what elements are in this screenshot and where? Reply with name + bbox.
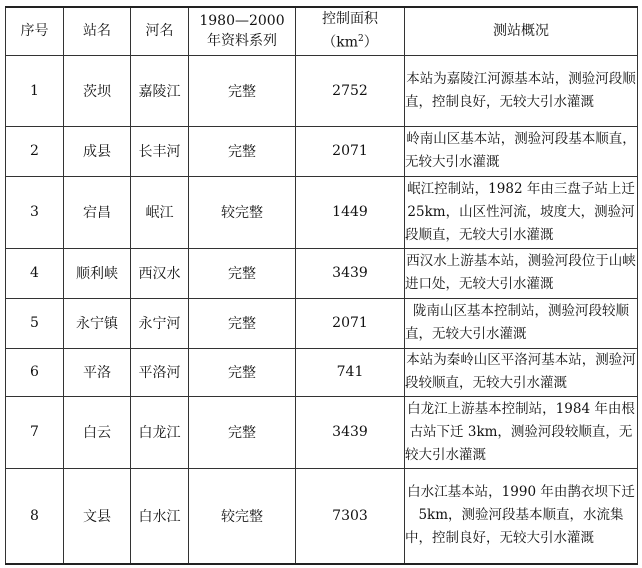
cell-series: 较完整: [189, 468, 296, 564]
header-area-unit: [296, 29, 404, 53]
cell-overview: 岭南山区基本站，测验河段基本顺直，无较大引水灌溉: [405, 126, 638, 176]
cell-station: 平洛: [64, 348, 131, 396]
cell-river: 西汉水: [131, 248, 189, 298]
cell-station: 白云: [64, 396, 131, 468]
cell-area: 3439: [296, 396, 405, 468]
cell-river: 平洛河: [131, 348, 189, 396]
table-row: [6, 55, 638, 126]
header-data-series: [189, 7, 296, 55]
cell-series: 完整: [189, 348, 296, 396]
cell-area: 741: [296, 348, 405, 396]
header-river: 河名: [131, 7, 189, 55]
cell-river: 岷江: [131, 176, 189, 248]
cell-index: 5: [6, 298, 64, 348]
cell-area: 2071: [296, 126, 405, 176]
table-row: [6, 298, 638, 348]
cell-overview: 白龙江上游基本控制站，1984 年由根古站下迁 3km，测验河段较顺直，无较大引水灌溉: [405, 396, 638, 468]
table-row: [6, 348, 638, 396]
table-row: [6, 396, 638, 468]
cell-series: 完整: [189, 298, 296, 348]
header-area-unit-sup: 2: [358, 34, 364, 45]
cell-station: 成县: [64, 126, 131, 176]
hydrology-station-table: [5, 6, 638, 565]
table-header-row: [6, 7, 638, 55]
cell-river: 永宁河: [131, 298, 189, 348]
cell-river: 嘉陵江: [131, 55, 189, 126]
cell-station: 顺利峡: [64, 248, 131, 298]
cell-overview: 白水江基本站，1990 年由鹊衣坝下迁 5km，测验河段基本顺直，水流集中，控制良好，无较大引水灌溉: [405, 468, 638, 564]
table-row: [6, 176, 638, 248]
cell-area: 1449: [296, 176, 405, 248]
cell-index: 8: [6, 468, 64, 564]
cell-index: 6: [6, 348, 64, 396]
cell-river: 长丰河: [131, 126, 189, 176]
cell-station: 文县: [64, 468, 131, 564]
cell-river: 白龙江: [131, 396, 189, 468]
header-overview: 测站概况: [405, 7, 638, 55]
cell-station: 永宁镇: [64, 298, 131, 348]
cell-area: 2071: [296, 298, 405, 348]
cell-index: 4: [6, 248, 64, 298]
cell-station: 茨坝: [64, 55, 131, 126]
table-row: [6, 468, 638, 564]
header-series-line1: 1980—2000: [199, 13, 285, 30]
cell-series: 完整: [189, 248, 296, 298]
header-area-unit-prefix: （km: [322, 35, 359, 52]
header-area-unit-suffix: ）: [363, 35, 378, 52]
cell-area: 7303: [296, 468, 405, 564]
cell-overview: 西汉水上游基本站，测验河段位于山峡进口处，无较大引水灌溉: [405, 248, 638, 298]
cell-index: 7: [6, 396, 64, 468]
cell-index: 3: [6, 176, 64, 248]
cell-station: 宕昌: [64, 176, 131, 248]
cell-overview: 陇南山区基本控制站，测验河段较顺直，无较大引水灌溉: [405, 298, 638, 348]
cell-overview: 岷江控制站，1982 年由三盘子站上迁 25km，山区性河流，坡度大，测验河段顺直，无较大引水灌溉: [405, 176, 638, 248]
cell-index: 2: [6, 126, 64, 176]
cell-area: 2752: [296, 55, 405, 126]
header-area-line1: 控制面积: [322, 11, 378, 28]
header-station: 站名: [64, 7, 131, 55]
table-row: [6, 248, 638, 298]
cell-index: 1: [6, 55, 64, 126]
header-index: 序号: [6, 7, 64, 55]
cell-area: 3439: [296, 248, 405, 298]
cell-series: 完整: [189, 396, 296, 468]
cell-series: 较完整: [189, 176, 296, 248]
header-series-line2: 年资料系列: [207, 33, 277, 50]
cell-series: 完整: [189, 55, 296, 126]
cell-river: 白水江: [131, 468, 189, 564]
cell-series: 完整: [189, 126, 296, 176]
header-control-area: [296, 7, 405, 55]
table-row: [6, 126, 638, 176]
cell-overview: 本站为秦岭山区平洛河基本站，测验河段较顺直，无较大引水灌溉: [405, 348, 638, 396]
cell-overview: 本站为嘉陵江河源基本站，测验河段顺直，控制良好，无较大引水灌溉: [405, 55, 638, 126]
